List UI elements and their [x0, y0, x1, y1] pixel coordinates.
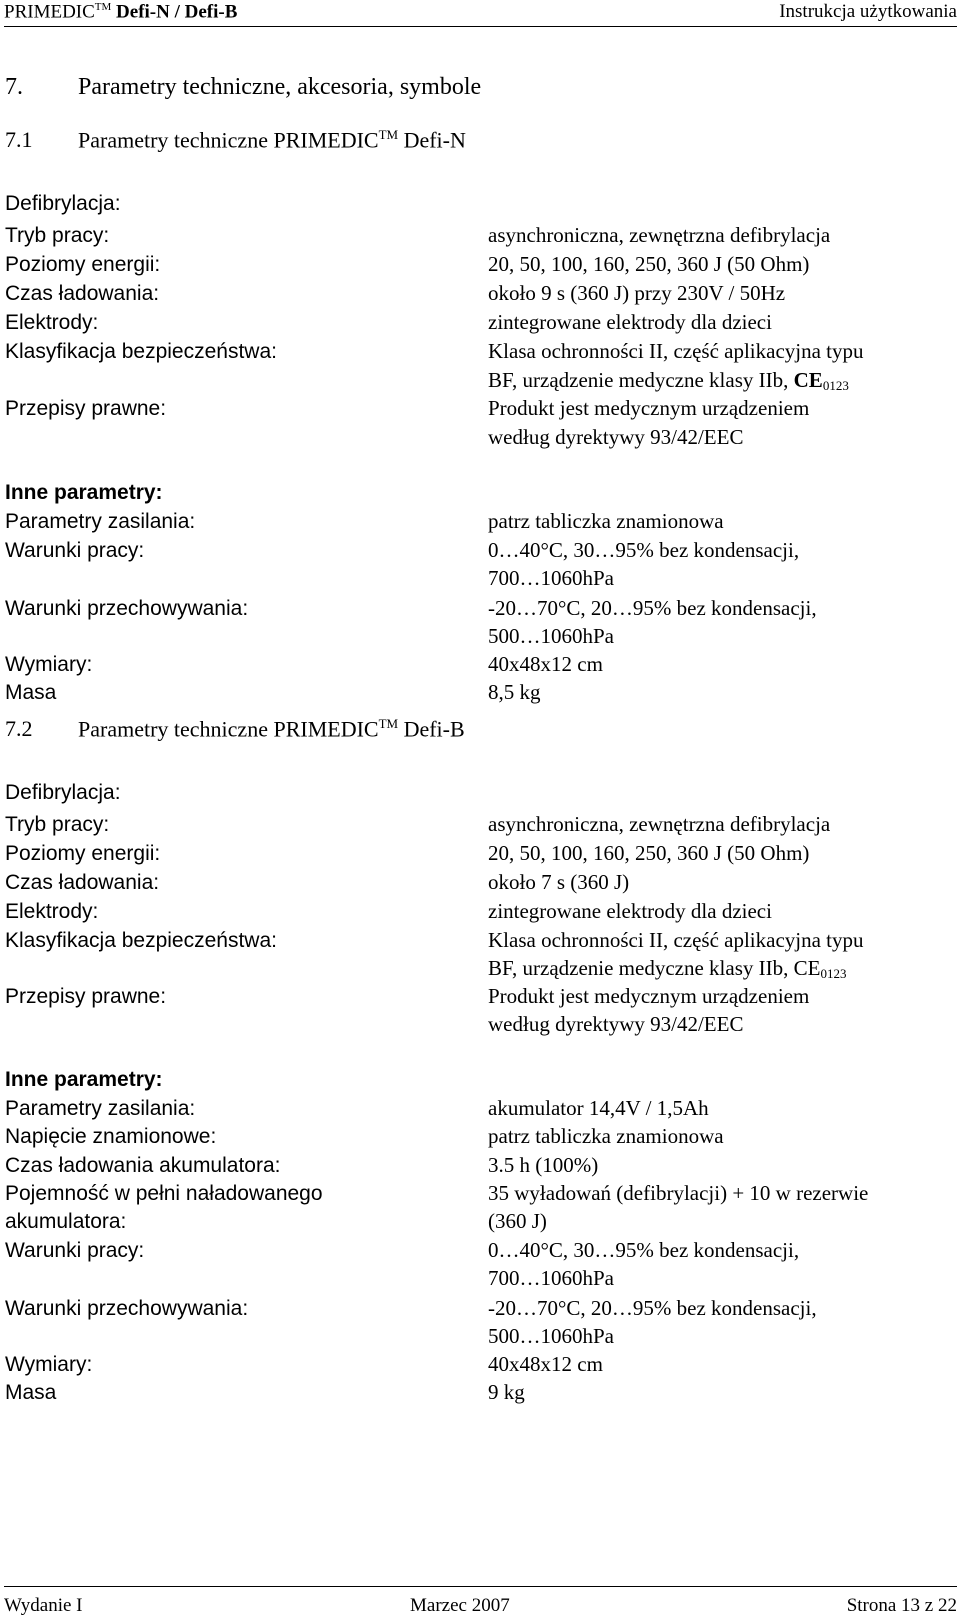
header-model: Defi-N / Defi-B — [116, 1, 238, 23]
spec-label: Elektrody: — [5, 900, 99, 923]
spec-label: Klasyfikacja bezpieczeństwa: — [5, 929, 277, 952]
defib-heading: Defibrylacja: — [5, 781, 121, 804]
spec-value: 20, 50, 100, 160, 250, 360 J (50 Ohm) — [488, 252, 810, 276]
spec-label: Poziomy energii: — [5, 253, 161, 276]
spec-value: -20…70°C, 20…95% bez kondensacji, — [488, 1296, 817, 1320]
spec-value: zintegrowane elektrody dla dzieci — [488, 899, 772, 923]
spec-label: Poziomy energii: — [5, 842, 161, 865]
footer-edition: Wydanie I — [4, 1595, 83, 1616]
spec-label: Warunki pracy: — [5, 539, 145, 562]
spec-value: Klasa ochronności II, część aplikacyjna typu — [488, 928, 864, 952]
tm-mark: TM — [378, 127, 399, 142]
spec-value-line2: 700…1060hPa — [488, 566, 614, 590]
spec-value: Klasa ochronności II, część aplikacyjna typu — [488, 339, 864, 363]
spec-label: Wymiary: — [5, 1353, 93, 1376]
spec-label: Przepisy prawne: — [5, 985, 167, 1008]
spec-value: 0…40°C, 30…95% bez kondensacji, — [488, 538, 800, 562]
spec-value: Produkt jest medycznym urządzeniem — [488, 984, 810, 1008]
spec-label: Masa — [5, 1381, 57, 1404]
subsection-title-text: Parametry techniczne PRIMEDIC — [78, 127, 379, 153]
spec-value-line2: 500…1060hPa — [488, 624, 614, 648]
spec-value: 20, 50, 100, 160, 250, 360 J (50 Ohm) — [488, 841, 810, 865]
header-doc-type: Instrukcja użytkowania — [779, 1, 957, 22]
page-footer — [4, 1586, 957, 1621]
header-product — [4, 1, 237, 23]
spec-value-line2: 700…1060hPa — [488, 1266, 614, 1290]
spec-label: Czas ładowania: — [5, 282, 160, 305]
spec-value: zintegrowane elektrody dla dzieci — [488, 310, 772, 334]
ce-mark: CE — [793, 368, 823, 392]
page-header — [4, 0, 957, 27]
other-params-heading: Inne parametry: — [5, 481, 163, 504]
spec-value: około 7 s (360 J) — [488, 870, 630, 894]
subsection-title-text: Parametry techniczne PRIMEDIC — [78, 716, 379, 742]
spec-value-line2: według dyrektywy 93/42/EEC — [488, 1012, 744, 1036]
spec-label: Parametry zasilania: — [5, 1097, 196, 1120]
ce-notified-body: 0123 — [820, 966, 847, 981]
spec-label: Masa — [5, 681, 57, 704]
spec-value: Produkt jest medycznym urządzeniem — [488, 396, 810, 420]
spec-label: Czas ładowania akumulatora: — [5, 1154, 281, 1177]
ce-notified-body: 0123 — [822, 378, 849, 393]
spec-value-text: BF, urządzenie medyczne klasy IIb, — [488, 956, 794, 980]
spec-value: asynchroniczna, zewnętrzna defibrylacja — [488, 812, 831, 836]
spec-label: Klasyfikacja bezpieczeństwa: — [5, 340, 277, 363]
spec-label: Przepisy prawne: — [5, 397, 167, 420]
spec-value: około 9 s (360 J) przy 230V / 50Hz — [488, 281, 786, 305]
spec-value: 40x48x12 cm — [488, 1352, 603, 1376]
tm-mark: TM — [378, 716, 399, 731]
spec-value: 8,5 kg — [488, 680, 541, 704]
spec-value: akumulator 14,4V / 1,5Ah — [488, 1096, 709, 1120]
spec-label: Parametry zasilania: — [5, 510, 196, 533]
spec-label-line2: akumulatora: — [5, 1210, 127, 1233]
ce-mark: CE — [793, 956, 821, 980]
spec-label: Tryb pracy: — [5, 224, 110, 247]
spec-value-line2: (360 J) — [488, 1209, 547, 1233]
subsection-title-defi-n — [5, 127, 466, 153]
spec-value: 35 wyładowań (defibrylacji) + 10 w rezerwie — [488, 1181, 869, 1205]
spec-value: 0…40°C, 30…95% bez kondensacji, — [488, 1238, 800, 1262]
spec-label: Warunki przechowywania: — [5, 1297, 249, 1320]
other-params-heading: Inne parametry: — [5, 1068, 163, 1091]
subsection-title-defi-b — [5, 716, 465, 742]
section-number: 7. — [5, 74, 23, 100]
spec-value: 3.5 h (100%) — [488, 1153, 599, 1177]
spec-value-line2: według dyrektywy 93/42/EEC — [488, 425, 744, 449]
defib-heading: Defibrylacja: — [5, 192, 121, 215]
spec-value: 9 kg — [488, 1380, 525, 1404]
section-title-text: Parametry techniczne, akcesoria, symbole — [78, 74, 482, 100]
header-brand-tm: TM — [94, 1, 112, 13]
header-brand: PRIMEDIC — [4, 1, 95, 23]
subsection-model: Defi-N — [398, 127, 466, 153]
subsection-model: Defi-B — [398, 716, 465, 742]
spec-value: patrz tabliczka znamionowa — [488, 1124, 724, 1148]
spec-label: Elektrody: — [5, 311, 99, 334]
spec-label: Czas ładowania: — [5, 871, 160, 894]
spec-value: patrz tabliczka znamionowa — [488, 509, 724, 533]
subsection-number: 7.1 — [5, 127, 33, 153]
spec-value: 40x48x12 cm — [488, 652, 603, 676]
footer-date: Marzec 2007 — [410, 1595, 510, 1616]
spec-label: Napięcie znamionowe: — [5, 1125, 217, 1148]
spec-value: asynchroniczna, zewnętrzna defibrylacja — [488, 223, 831, 247]
spec-value: -20…70°C, 20…95% bez kondensacji, — [488, 596, 817, 620]
spec-label: Tryb pracy: — [5, 813, 110, 836]
spec-value-line2: 500…1060hPa — [488, 1324, 614, 1348]
spec-label: Warunki przechowywania: — [5, 597, 249, 620]
spec-label: Pojemność w pełni naładowanego — [5, 1182, 323, 1205]
spec-value-text: BF, urządzenie medyczne klasy IIb, — [488, 368, 794, 392]
spec-label: Wymiary: — [5, 653, 93, 676]
subsection-number: 7.2 — [5, 716, 33, 742]
footer-page-number: Strona 13 z 22 — [846, 1595, 957, 1616]
spec-label: Warunki pracy: — [5, 1239, 145, 1262]
section-title — [5, 74, 481, 101]
